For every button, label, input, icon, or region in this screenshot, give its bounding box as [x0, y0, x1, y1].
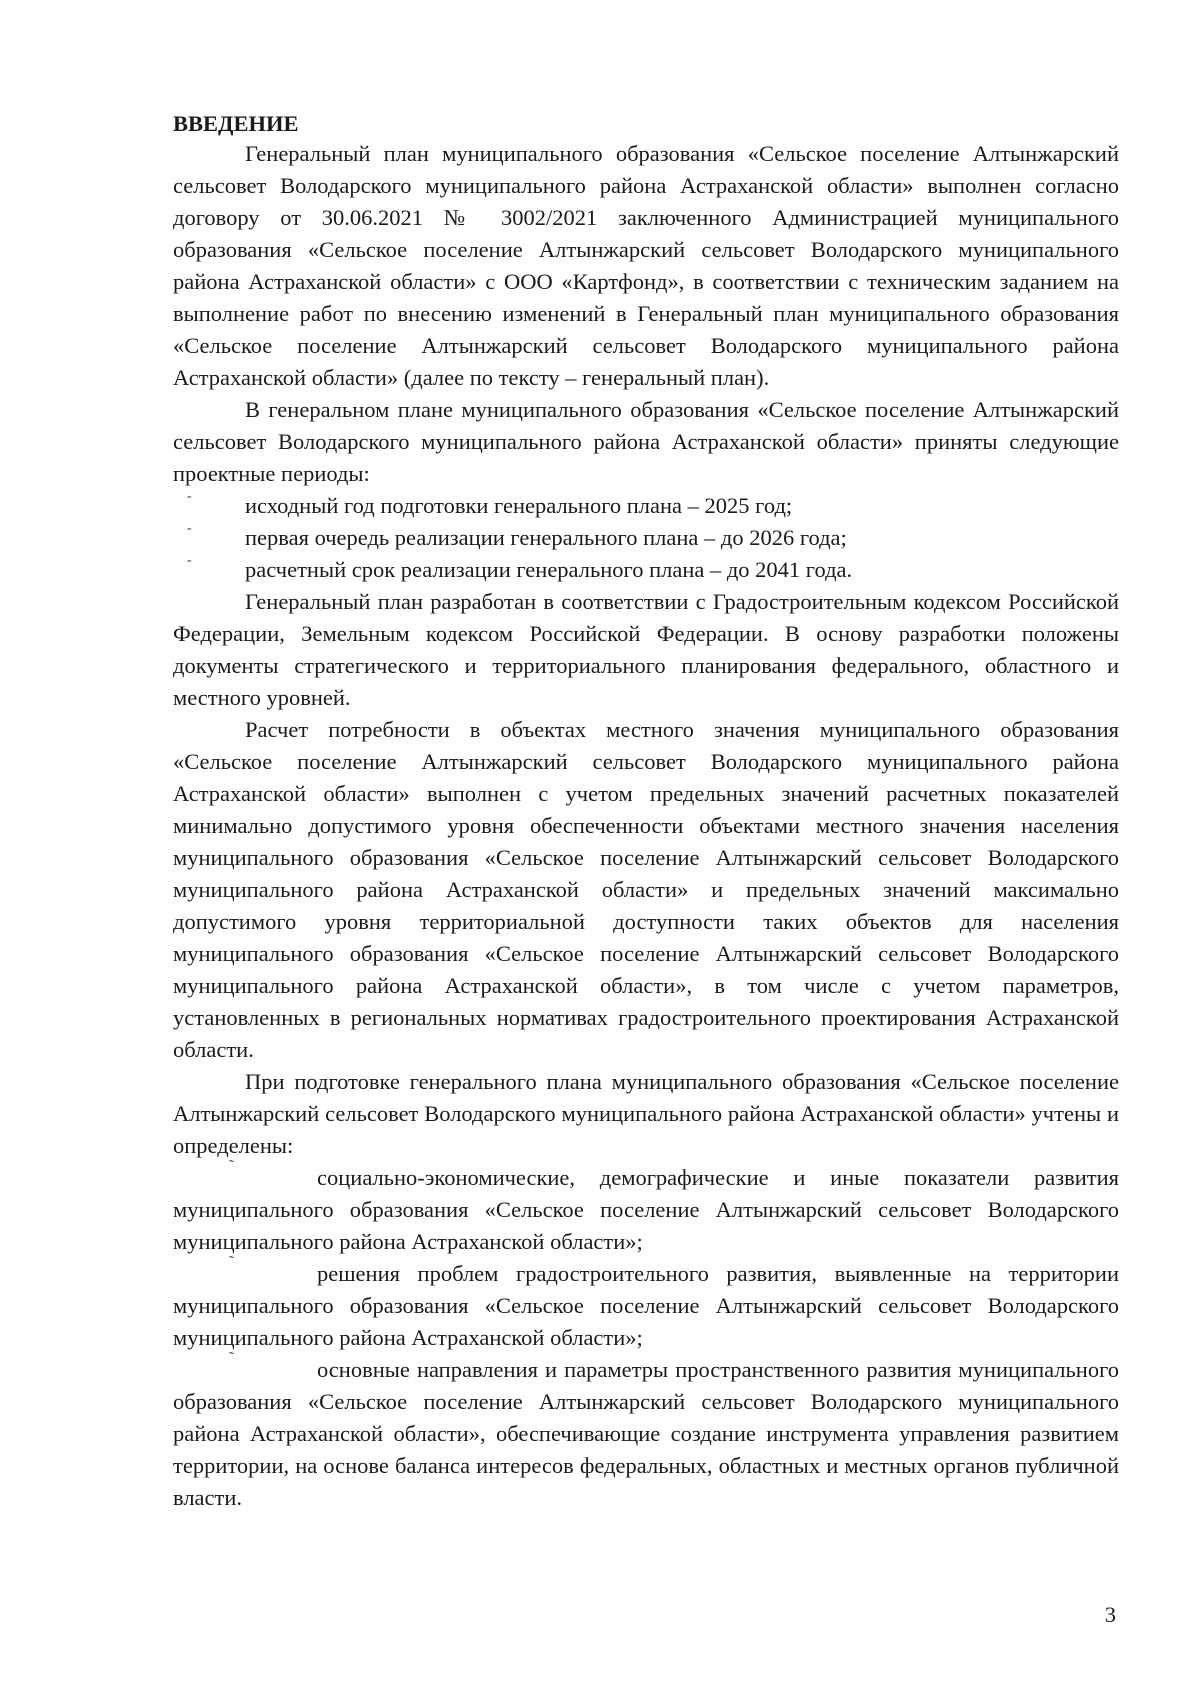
dash-bullet-icon: ‐ [187, 489, 192, 504]
paragraph-periods-intro: В генеральном плане муниципального образования «Сельское поселение Алтынжарский сельсовет Володарского муниципального района Астраханской области» приняты следующие проектные периоды: [173, 397, 1119, 486]
document-page [173, 108, 1119, 1514]
dash-bullet-icon: ‐ [187, 553, 192, 568]
list-item: ˜ решения проблем градостроительного развития, выявленные на территории муниципального образования «Сельское поселение Алтынжарский сельсовет Володарского муниципального района Астраханской области»; [173, 1258, 1119, 1354]
dash-bullet-icon: ‐ [187, 521, 192, 536]
paragraph-legal-basis: Генеральный план разработан в соответствии с Градостроительным кодексом Российской Федерации, Земельным кодексом Российской Федерации. В основу разработки положены документы стратегического и территориального планирования федерального, областного и местного уровней. [173, 589, 1119, 710]
paragraph-intro: Генеральный план муниципального образования «Сельское поселение Алтынжарский сельсовет Володарского муниципального района Астраханской области» выполнен согласно договору от 30.06.2021 № 3002/2021 заключенного Администрацией муниципального образования «Сельское поселение Алтынжарский сельсовет Володарского муниципального района Астраханской области» с ООО «Картфонд», в соответствии с техническим заданием на выполнение работ по внесению изменений в Генеральный план муниципального образования «Сельское поселение Алтынжарский сельсовет Володарского муниципального района Астраханской области» (далее по тексту – генеральный план). [173, 141, 1119, 390]
list-item: ‐ исходный год подготовки генерального плана – 2025 год; [173, 490, 1119, 522]
tilde-bullet-icon: ˜ [229, 1158, 234, 1174]
list-item: ‐ первая очередь реализации генерального плана – до 2026 года; [173, 522, 1119, 554]
paragraph-considerations-intro: При подготовке генерального плана муниципального образования «Сельское поселение Алтынжарский сельсовет Володарского муниципального района Астраханской области» учтены и определены: [173, 1069, 1119, 1158]
list-item: ˜ основные направления и параметры пространственного развития муниципального образования «Сельское поселение Алтынжарский сельсовет Володарского муниципального района Астраханской области», обеспечивающие создание инструмента управления развитием территории, на основе баланса интересов федеральных, областных и местных органов публичной власти. [173, 1354, 1119, 1514]
tilde-bullet-icon: ˜ [229, 1254, 234, 1270]
section-heading: ВВЕДЕНИЕ [173, 111, 299, 136]
tilde-bullet-icon: ˜ [229, 1350, 234, 1366]
list-item: ‐ расчетный срок реализации генерального плана – до 2041 года. [173, 554, 1119, 586]
list-item: ˜ социально-экономические, демографические и иные показатели развития муниципального образования «Сельское поселение Алтынжарский сельсовет Володарского муниципального района Астраханской области»; [173, 1162, 1119, 1258]
periods-list [173, 490, 1119, 586]
paragraph-calculation: Расчет потребности в объектах местного значения муниципального образования «Сельское поселение Алтынжарский сельсовет Володарского муниципального района Астраханской области» выполнен с учетом предельных значений расчетных показателей минимально допустимого уровня обеспеченности объектами местного значения населения муниципального образования «Сельское поселение Алтынжарский сельсовет Володарского муниципального района Астраханской области» и предельных значений максимально допустимого уровня территориальной доступности таких объектов для населения муниципального образования «Сельское поселение Алтынжарский сельсовет Володарского муниципального района Астраханской области», в том числе с учетом параметров, установленных в региональных нормативах градостроительного проектирования Астраханской области. [173, 717, 1119, 1062]
page-number: 3 [1104, 1602, 1116, 1627]
